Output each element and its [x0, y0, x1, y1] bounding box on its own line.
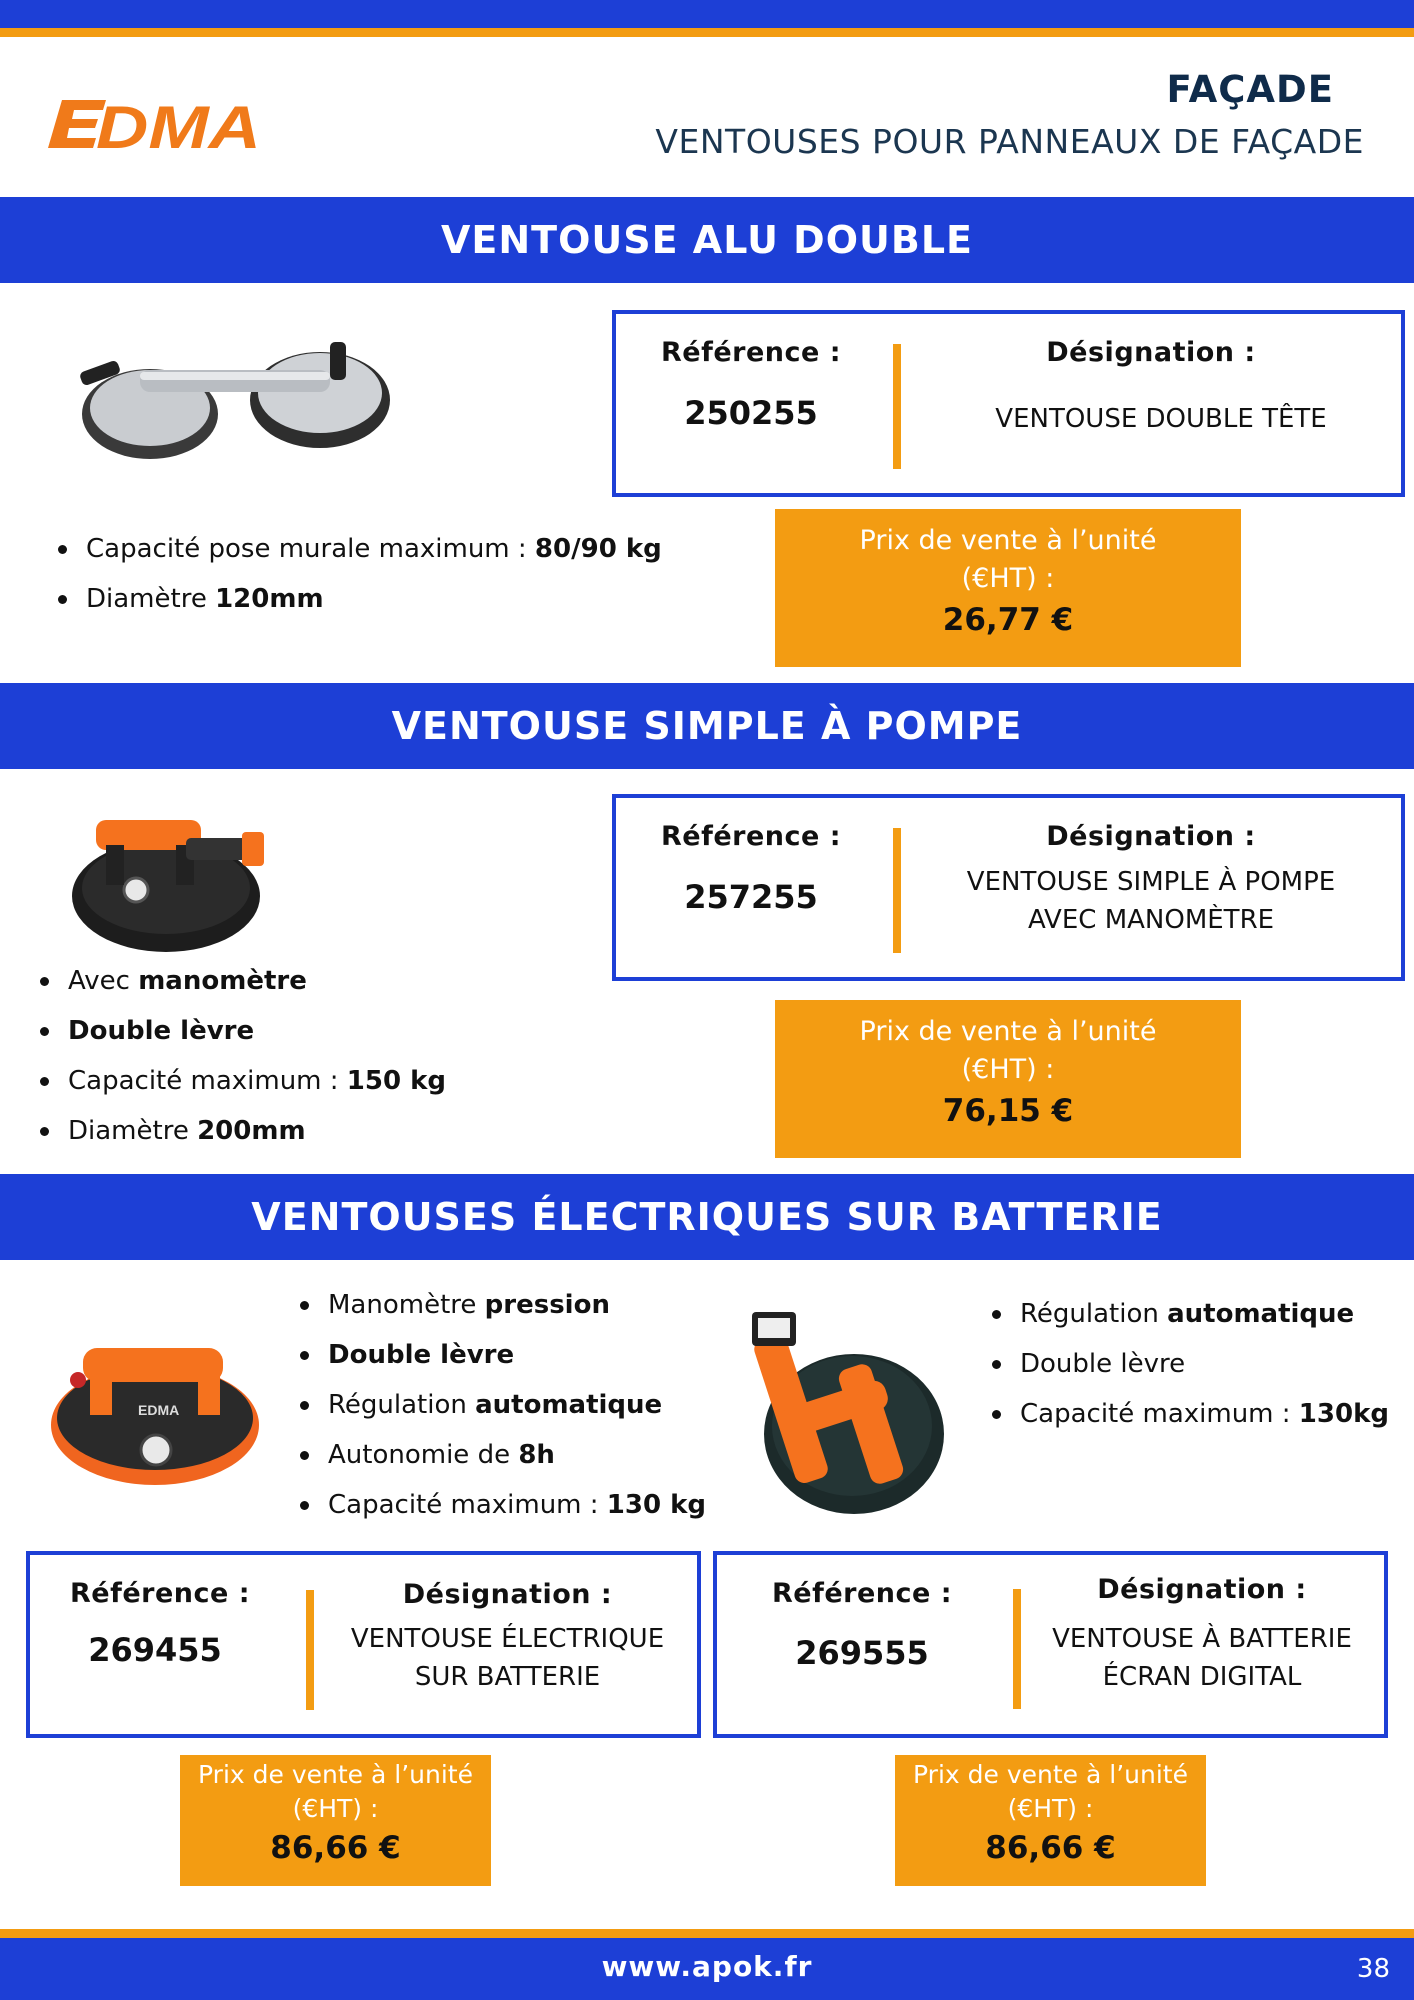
product-info-box-257255: [612, 794, 1405, 981]
section-title-electriques: VENTOUSES ÉLECTRIQUES SUR BATTERIE: [0, 1174, 1414, 1260]
reference-label: Référence :: [660, 821, 842, 852]
price-value: 86,66 €: [270, 1830, 401, 1866]
price-value: 26,77 €: [942, 602, 1074, 638]
product-image-double-suction: [70, 322, 405, 472]
price-label-line1: Prix de vente à l’unité: [859, 1016, 1157, 1047]
reference-value: 257255: [684, 878, 818, 916]
feature-item: Manomètre pression: [296, 1280, 706, 1330]
designation-value: VENTOUSE ÉLECTRIQUE SUR BATTERIE: [350, 1624, 665, 1692]
price-box-269455: [180, 1755, 491, 1886]
reference-value: 269555: [795, 1634, 929, 1672]
footer-orange-line: [0, 1929, 1414, 1938]
price-value: 86,66 €: [985, 1830, 1116, 1866]
price-label-line2: (€HT) :: [1007, 1794, 1094, 1823]
feature-list-269455: [296, 1280, 706, 1530]
feature-item: Diamètre 120mm: [54, 574, 662, 624]
product-image-pump-suction: [66, 800, 286, 955]
designation-value: VENTOUSE SIMPLE À POMPE AVEC MANOMÈTRE: [966, 867, 1336, 935]
page-title: FAÇADE: [1166, 68, 1334, 111]
price-label-line1: Prix de vente à l’unité: [913, 1760, 1188, 1789]
price-label-line1: Prix de vente à l’unité: [198, 1760, 473, 1789]
svg-text:DMA: DMA: [96, 94, 261, 158]
feature-item: Double lèvre: [36, 1006, 446, 1056]
feature-item: Capacité maximum : 130kg: [988, 1389, 1389, 1439]
designation-value: VENTOUSE DOUBLE TÊTE: [995, 404, 1327, 434]
separator: [306, 1590, 314, 1710]
designation-label: Désignation :: [402, 1579, 613, 1610]
feature-item: Diamètre 200mm: [36, 1106, 446, 1156]
page-number: 38: [1356, 1954, 1390, 1984]
product-info-box-250255: [612, 310, 1405, 497]
feature-item: Capacité pose murale maximum : 80/90 kg: [54, 524, 662, 574]
reference-label: Référence :: [69, 1578, 251, 1609]
feature-item: Régulation automatique: [296, 1380, 706, 1430]
designation-label: Désignation :: [1097, 1574, 1307, 1605]
product-image-battery-suction: [734, 1304, 954, 1514]
product-image-electric-suction: [48, 1320, 263, 1490]
feature-item: Avec manomètre: [36, 956, 446, 1006]
price-label-line2: (€HT) :: [961, 1054, 1055, 1085]
designation-value: VENTOUSE À BATTERIE ÉCRAN DIGITAL: [1052, 1624, 1352, 1692]
feature-item: Capacité maximum : 150 kg: [36, 1056, 446, 1106]
separator: [893, 344, 901, 469]
price-label-line2: (€HT) :: [961, 563, 1055, 594]
feature-item: Double lèvre: [988, 1339, 1389, 1389]
reference-label: Référence :: [660, 337, 842, 368]
feature-item: Régulation automatique: [988, 1289, 1389, 1339]
product-info-box-269455: [26, 1551, 701, 1738]
footer-url-link[interactable]: www.apok.fr: [601, 1950, 813, 1983]
price-box-269555: [895, 1755, 1206, 1886]
reference-label: Référence :: [771, 1578, 953, 1609]
price-label-line1: Prix de vente à l’unité: [859, 525, 1157, 556]
feature-list-269555: [988, 1289, 1389, 1439]
reference-value: 250255: [684, 394, 818, 432]
separator: [1013, 1589, 1021, 1709]
reference-value: 269455: [88, 1631, 222, 1669]
price-box-250255: [775, 509, 1241, 667]
section-title-alu-double: VENTOUSE ALU DOUBLE: [0, 197, 1414, 283]
designation-label: Désignation :: [1046, 821, 1256, 852]
separator: [893, 828, 901, 953]
svg-text:EDMA: EDMA: [138, 1402, 180, 1418]
top-blue-bar: [0, 0, 1414, 28]
product-info-box-269555: [713, 1551, 1388, 1738]
price-value: 76,15 €: [942, 1093, 1074, 1129]
section-title-simple-pompe: VENTOUSE SIMPLE À POMPE: [0, 683, 1414, 769]
price-box-257255: [775, 1000, 1241, 1158]
feature-list-257255: [36, 956, 446, 1156]
feature-item: Double lèvre: [296, 1330, 706, 1380]
page-subtitle: VENTOUSES POUR PANNEAUX DE FAÇADE: [655, 122, 1364, 161]
top-orange-line: [0, 28, 1414, 37]
price-label-line2: (€HT) :: [292, 1794, 379, 1823]
edma-logo: [48, 92, 268, 158]
feature-item: Autonomie de 8h: [296, 1430, 706, 1480]
designation-label: Désignation :: [1046, 337, 1256, 368]
feature-item: Capacité maximum : 130 kg: [296, 1480, 706, 1530]
feature-list-250255: [54, 524, 662, 624]
